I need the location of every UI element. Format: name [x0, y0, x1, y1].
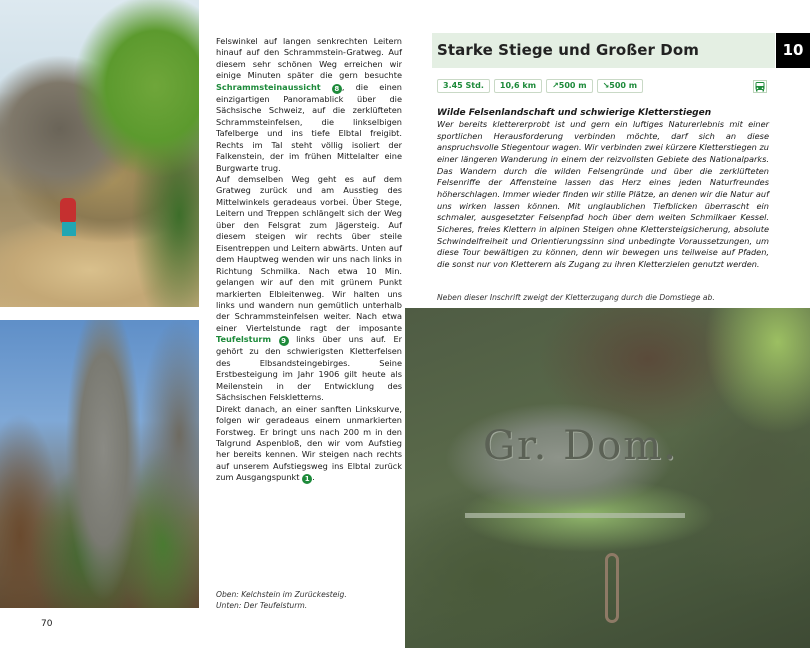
tour-stats [437, 79, 643, 93]
tour-intro [437, 107, 769, 271]
intro-heading: Wilde Felsenlandschaft und schwierige Kletterstiegen [437, 108, 712, 118]
descent-badge: ↘500 m [597, 79, 644, 93]
paragraph-3 [216, 404, 402, 485]
photo-caption-right: Neben dieser Inschrift zweigt der Kletterzugang durch die Domstiege ab. [437, 293, 715, 302]
rock-ledge [465, 513, 685, 518]
paragraph-2 [216, 174, 402, 404]
paragraph-text: Felswinkel auf langen senkrechten Leitern hinauf auf den Schrammstein-Gratweg. Auf diesem sehr schönen Weg erreichen wir einige Minuten später die gern besuchte [216, 36, 402, 81]
page-number: 70 [41, 619, 53, 629]
iron-ring [605, 553, 619, 623]
paragraph-text: links über uns auf. Er gehört zu den schwierigsten Kletterfelsen des Elbsandsteingebirges. Seine Erstbesteigung im Jahr 1906 gilt heute als Meilenstein in der Entwicklung des Sächsischen Felskletterns. [216, 334, 403, 403]
tour-number: 10 [776, 33, 810, 68]
hiker-figure [60, 198, 76, 224]
photo-captions-left [216, 590, 402, 611]
route-description [216, 36, 402, 484]
caption-bottom: Unten: Der Teufelsturm. [216, 600, 308, 610]
paragraph-text: Auf demselben Weg geht es auf dem Gratweg zurück und am Ausstieg des Mittelwinkels geradeaus vorbei. Über Stege, Leitern und Treppen schlängelt sich der Weg über den Felsgrat zum Jägersteig. Auf diesem steigen wir rechts über steile Eisentreppen und Leitern abwärts. Unten auf dem Hauptweg wenden wir uns nach links in Richtung Schmilka. Nach etwa 10 Min. gelangen wir auf den mit grünem Punkt markierten Elbleitenweg. Wir halten uns links und wandern nun gemütlich unterhalb der Schrammsteinfelsen weiter. Nach etwa einer Viertelstunde ragt der imposante [216, 173, 402, 333]
rock-inscription: Gr. Dom. [483, 423, 678, 469]
photo-kelchstein [0, 0, 199, 307]
ascent-badge: ↗500 m [546, 79, 593, 93]
waypoint-marker-8: 8 [332, 84, 342, 94]
paragraph-text: Direkt danach, an einer sanften Linkskurve, folgen wir geradeaus einem unmarkierten Forstweg. Er bringt uns nach 200 m in den Talgrund Aspenbloß, den wir vom Aufstieg her bereits kennen. Wir steigen nach rechts auf unserem Aufstiegsweg ins Elbtal zurück zum Ausgangspunkt [216, 403, 402, 483]
tour-title: Starke Stiege und Großer Dom [437, 41, 699, 59]
paragraph-1 [216, 36, 402, 174]
waypoint-marker-9: 9 [279, 336, 289, 346]
distance-badge: 10,6 km [494, 79, 542, 93]
duration-badge: 3.45 Std. [437, 79, 490, 93]
waypoint-schrammsteinaussicht: Schrammsteinaussicht [216, 81, 321, 92]
paragraph-text: . [312, 472, 315, 483]
paragraph-text: , die einen einzigartigen Panoramablick über die Sächsische Schweiz, auf die zerklüfteten Schrammsteinfelsen, die linkselbigen Tafelberge und ins tiefe Elbtal freigibt. Rechts im Tal steht völlig isoliert der Falkenstein, der im frühen Mittelalter eine Burgwarte trug. [216, 81, 402, 173]
photo-teufelsturm [0, 320, 199, 608]
photo-gr-dom-inscription [405, 308, 810, 648]
bus-icon [753, 80, 767, 93]
hiker-legs [62, 222, 76, 236]
caption-top: Oben: Kelchstein im Zurückesteig. [216, 590, 347, 599]
intro-text: Wer bereits klettererprobt ist und gern ein luftiges Naturerlebnis mit einer sportlichen Herausforderung verbinden möchte, darf sich an diese anspruchsvolle Stiegentour wagen. Wir verbinden zwei kürzere Kletterstiegen zu einer längeren Wanderung in einem der reizvollsten Gebiete des Nationalparks. Das Wandern durch die wilden Felsengründe und über die zerklüfteten Felsenriffe der Affensteine lassen das Herz eines jeden Naturfreundes höherschlagen. Immer wieder finden wir stille Plätze, an denen wir die Natur auf uns wirken lassen können. Mit unglaublichen Tiefblicken überrascht ein schmaler, ausgesetzter Felsenpfad hoch über dem weiten Schmilkaer Kessel. Sicheres, freies Klettern in alpinen Steigen ohne Klettersteigsicherung, absolute Schwindelfreiheit und Orientierungssinn sind unbedingte Voraussetzungen, um diese Tour bewältigen zu können, denn wir bewegen uns teilweise auf Pfaden, die sonst nur von Kletterern als Zugang zu ihren Kletterzielen genutzt werden. [437, 119, 769, 269]
waypoint-marker-1: 1 [302, 474, 312, 484]
waypoint-teufelsturm: Teufelsturm [216, 334, 271, 345]
